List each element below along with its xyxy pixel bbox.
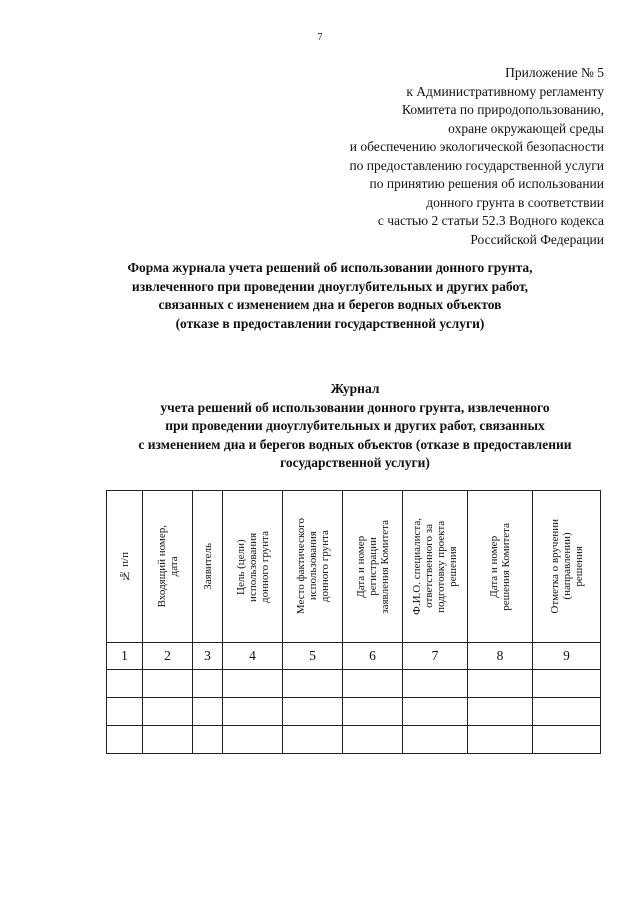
page-number: 7 <box>317 32 323 43</box>
table-cell <box>533 698 601 726</box>
column-header <box>403 491 468 643</box>
table-row <box>107 726 601 754</box>
table-cell <box>143 670 193 698</box>
table-cell <box>533 726 601 754</box>
journal-table <box>106 490 601 754</box>
table-cell <box>143 726 193 754</box>
column-header-label: Входящий номер, дата <box>155 525 180 608</box>
table-row <box>107 670 601 698</box>
column-header-label: № п/п <box>118 551 131 582</box>
table-cell <box>343 726 403 754</box>
table-cell <box>223 670 283 698</box>
column-header <box>223 491 283 643</box>
form-title-line: связанных с изменением дна и берегов водных объектов <box>158 297 502 312</box>
table-cell <box>468 726 533 754</box>
table-cell <box>343 698 403 726</box>
table-cell <box>283 670 343 698</box>
appendix-line: Приложение № 5 <box>505 65 604 80</box>
table-cell <box>107 698 143 726</box>
appendix-line: охране окружающей среды <box>448 120 604 136</box>
table-cell <box>193 698 223 726</box>
table-cell <box>193 726 223 754</box>
appendix-line: Комитета по природопользованию, <box>402 102 604 117</box>
column-header-label: Ф.И.О. специалиста, ответственного за подготовку проекта решения <box>411 518 459 615</box>
column-number: 4 <box>223 643 283 670</box>
column-header <box>193 491 223 643</box>
column-header-label: Дата и номер решения Комитета <box>488 522 512 611</box>
form-title-line: Форма журнала учета решений об использовании донного грунта, <box>127 260 533 275</box>
column-header-label: Дата и номер регистрации заявления Комитета <box>354 519 391 614</box>
column-header <box>143 491 193 643</box>
table-header-row <box>107 491 601 643</box>
column-number: 3 <box>193 643 223 670</box>
form-title <box>0 259 640 333</box>
table-cell <box>403 670 468 698</box>
column-number: 9 <box>533 643 601 670</box>
appendix-header <box>264 64 604 249</box>
appendix-line: по принятию решения об использовании <box>369 176 604 191</box>
journal-title-line: государственной услуги) <box>280 455 430 470</box>
appendix-line: по предоставлению государственной услуги <box>349 157 604 173</box>
column-header-label: Заявитель <box>201 543 214 590</box>
column-number: 1 <box>107 643 143 670</box>
journal-title-line: с изменением дна и берегов водных объектов (отказе в предоставлении <box>138 436 572 452</box>
column-header-label: Место фактического использования донного грунта <box>294 518 331 615</box>
column-number: 2 <box>143 643 193 670</box>
form-title-line: извлеченного при проведении дноуглубительных и других работ, <box>131 278 529 294</box>
appendix-line: донного грунта в соответствии <box>426 194 604 210</box>
table-cell <box>533 670 601 698</box>
column-header <box>343 491 403 643</box>
journal-title-line: Журнал <box>330 381 380 396</box>
table-cell <box>468 670 533 698</box>
column-number: 6 <box>343 643 403 670</box>
column-number: 5 <box>283 643 343 670</box>
appendix-line: с частью 2 статьи 52.3 Водного кодекса <box>377 213 604 228</box>
journal-title <box>0 380 640 473</box>
appendix-line: и обеспечению экологической безопасности <box>349 139 604 154</box>
form-title-line: (отказе в предоставлении государственной услуги) <box>175 315 485 331</box>
table-cell <box>468 698 533 726</box>
column-header <box>283 491 343 643</box>
column-header-label: Цель (цели) использования донного грунта <box>234 530 271 603</box>
table-cell <box>343 670 403 698</box>
column-number-row <box>107 643 601 670</box>
table-cell <box>403 726 468 754</box>
table-cell <box>223 726 283 754</box>
journal-title-line: учета решений об использовании донного грунта, извлеченного <box>160 399 550 415</box>
table-cell <box>193 670 223 698</box>
column-header <box>468 491 533 643</box>
column-number: 7 <box>403 643 468 670</box>
table-cell <box>107 726 143 754</box>
appendix-line: Российской Федерации <box>470 231 604 247</box>
table-cell <box>143 698 193 726</box>
table-cell <box>403 698 468 726</box>
column-number: 8 <box>468 643 533 670</box>
journal-title-line: при проведении дноуглубительных и других работ, связанных <box>165 418 545 433</box>
column-header-label: Отметка о вручении (направлении) решения <box>548 519 585 614</box>
table-cell <box>283 726 343 754</box>
column-header <box>107 491 143 643</box>
table-cell <box>107 670 143 698</box>
table-cell <box>223 698 283 726</box>
column-header <box>533 491 601 643</box>
table-row <box>107 698 601 726</box>
table-cell <box>283 698 343 726</box>
appendix-line: к Административному регламенту <box>406 83 604 99</box>
